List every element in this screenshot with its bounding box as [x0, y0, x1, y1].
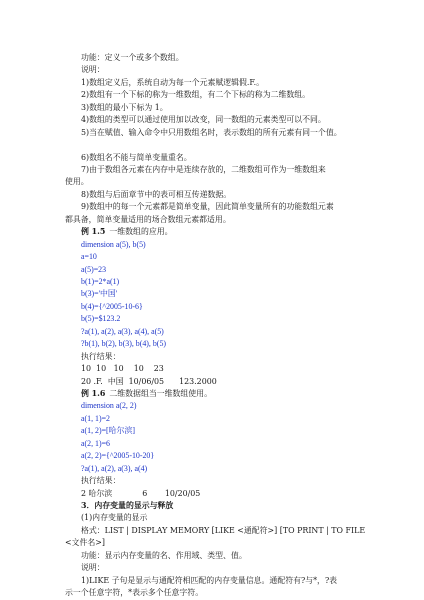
code-line: a=10 [81, 252, 97, 262]
text-line: 9)数组中的每一个元素都是简单变量，因此简单变量所有的功能数组元素 [81, 202, 334, 212]
example-heading [81, 389, 212, 399]
code-line: a(1, 1)=2 [81, 413, 110, 423]
text-line: 7)由于数组各元素在内存中是连续存放的，二维数组可作为一维数组来 [81, 165, 326, 174]
code-line: b(4)={^2005-10-6} [81, 301, 143, 311]
code-line: ?a(1), a(2), a(3), a(4), a(5) [81, 326, 164, 336]
subsection-heading: (1)内存变量的显示 [81, 513, 148, 523]
code-line: b(3)='中国' [81, 289, 118, 299]
result-line: 2 哈尔滨 6 10/20/05 [81, 488, 201, 498]
text-line: 4)数组的类型可以通过使用加以改变，同一数组的元素类型可以不同。 [81, 115, 326, 125]
text-line: 执行结果： [81, 476, 121, 485]
text-line: 说明： [81, 563, 105, 573]
example-title: 一维数组的应用。 [109, 227, 173, 237]
text-line: 3)数组的最小下标为 1。 [81, 102, 168, 112]
example-heading [81, 227, 173, 237]
code-line: dimension a(5), b(5) [81, 239, 146, 249]
text-line: 1)数组定义后，系统自动为每一个元素赋逻辑假.F.。 [81, 77, 265, 87]
code-line: b(5)=$123.2 [81, 314, 121, 324]
text-line: 6)数组名不能与简单变量重名。 [81, 152, 192, 162]
text-line: 功能：定义一个或多个数组。 [81, 53, 184, 62]
example-label: 例 1.6 [81, 388, 106, 398]
result-line: 10 10 10 10 23 [81, 364, 164, 373]
code-line: ?a(1), a(2), a(3), a(4) [81, 463, 148, 473]
text-line: 示一个任意字符，*表示多个任意字符。 [65, 588, 204, 597]
example-title: 二维数据组当一维数组使用。 [109, 388, 212, 398]
section-heading: 3．内存变量的显示与释放 [81, 500, 174, 510]
text-line: 说明： [81, 65, 105, 75]
text-line: 执行结果： [81, 351, 121, 361]
code-line: a(1, 2)=[哈尔滨] [81, 426, 135, 436]
code-line: a(2, 2)={^2005-10-20} [81, 451, 155, 461]
example-label: 例 1.5 [81, 227, 106, 237]
code-line: a(2, 1)=6 [81, 438, 110, 448]
result-line: 20 .F. 中国 10/06/05 123.2000 [81, 376, 217, 386]
code-line: b(1)=2*a(1) [81, 277, 120, 286]
code-line: a(5)=23 [81, 264, 107, 274]
code-line: ?b(1), b(2), b(3), b(4), b(5) [81, 339, 167, 349]
text-line: 都具备，简单变量适用的场合数组元素都适用。 [65, 214, 231, 224]
text-line: 格式：LIST | DISPLAY MEMORY [LIKE <通配符>] [TO PRINT | TO FILE [81, 525, 366, 535]
text-line: 使用。 [65, 177, 89, 187]
text-line: <文件名>] [65, 538, 105, 548]
code-line: dimension a(2, 2) [81, 401, 137, 411]
text-line: 功能：显示内存变量的名、作用域、类型、值。 [81, 550, 247, 560]
text-line: 1)LIKE 子句是显示与通配符相匹配的内存变量信息。通配符有?与*，?表 [81, 575, 338, 585]
text-line: 5)当在赋值、输入命令中只用数组名时，表示数组的所有元素有同一个值。 [81, 127, 342, 137]
text-line: 8)数组与后面章节中的表可相互传递数据。 [81, 189, 232, 199]
text-line: 2)数组有一个下标的称为一维数组，有二个下标的称为二维数组。 [81, 90, 311, 100]
